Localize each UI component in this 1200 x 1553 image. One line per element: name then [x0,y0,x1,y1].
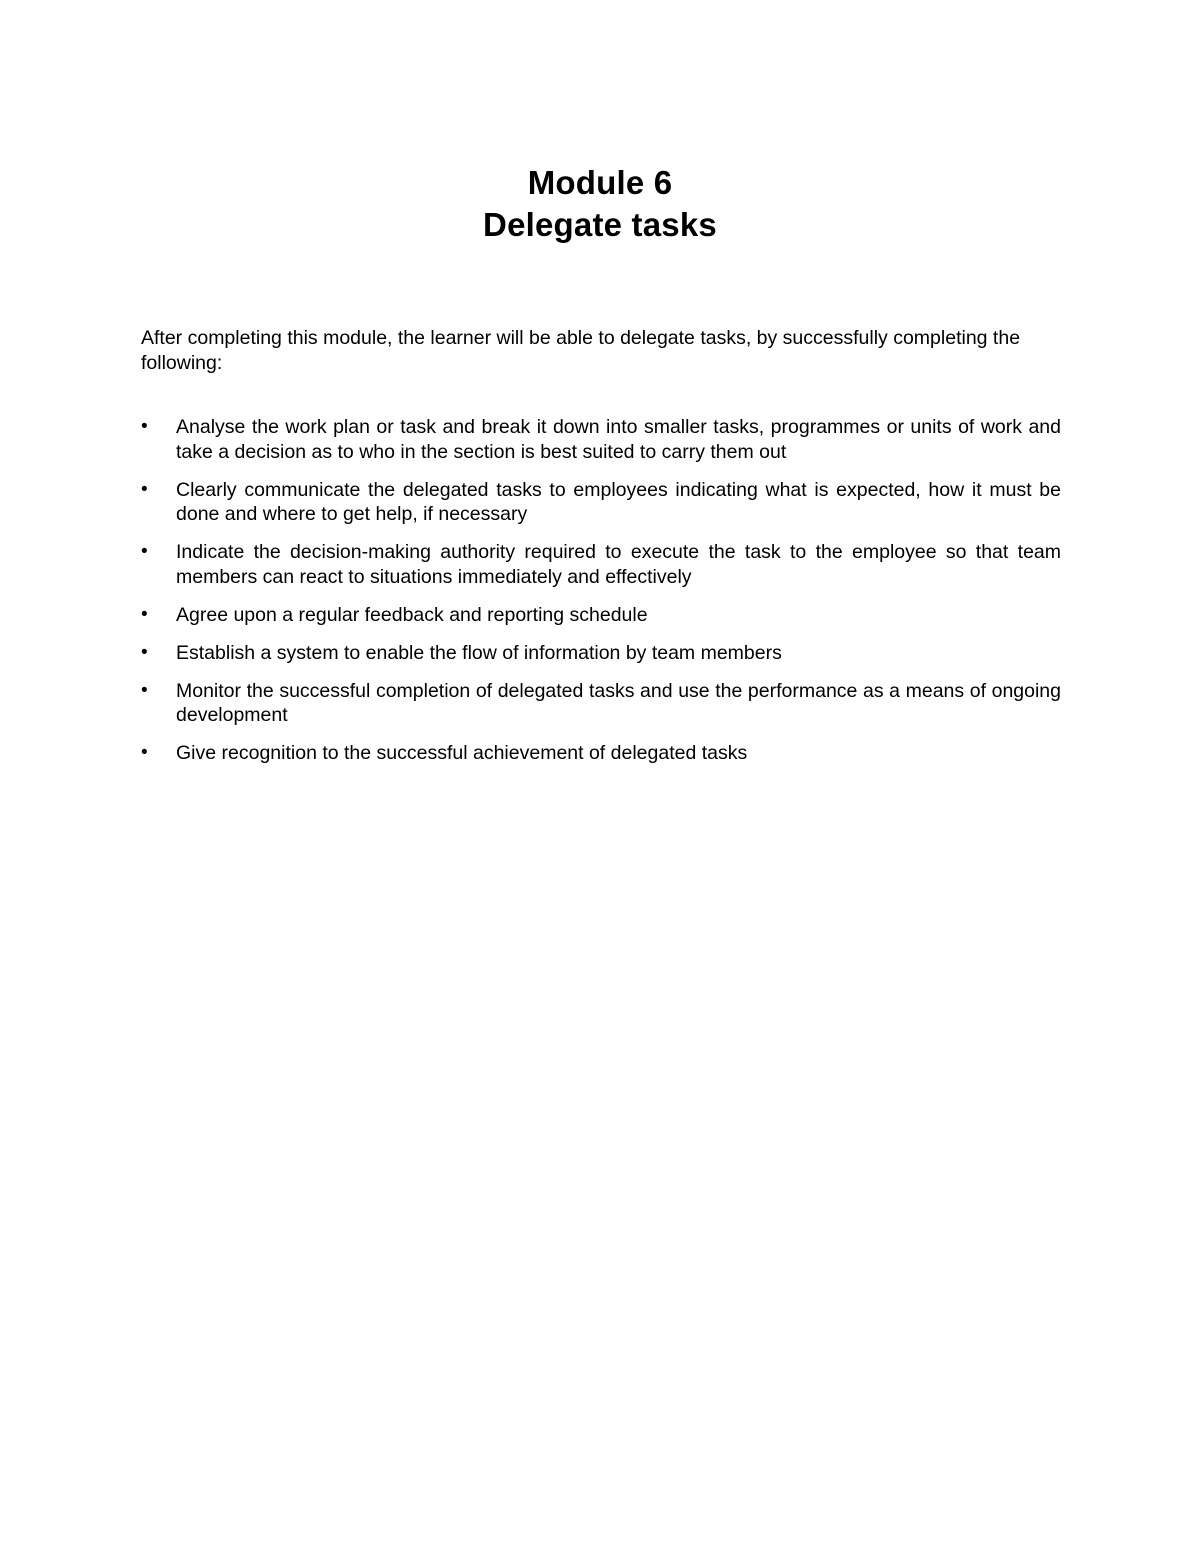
objectives-list [141,415,1061,779]
module-title [0,162,1200,246]
objective-item [141,641,1061,666]
objective-text: Analyse the work plan or task and break it down into smaller tasks, programmes or units of work and take a decision as to who in the section is best suited to carry them out [176,416,1061,463]
objective-text: Agree upon a regular feedback and reporting schedule [176,603,648,626]
objective-text: Indicate the decision-making authority required to execute the task to the employee so that team members can react to situations immediately and effectively [176,541,1061,588]
bullet-icon: • [141,603,148,625]
objective-text: Clearly communicate the delegated tasks to employees indicating what is expected, how it must be done and where to get help, if necessary [176,478,1061,525]
module-number-heading: Module 6 [527,164,673,201]
objective-item [141,741,1061,766]
intro-paragraph: After completing this module, the learner will be able to delegate tasks, by successfully completing the following: [141,327,1021,374]
objective-item [141,478,1061,527]
bullet-icon: • [141,416,148,437]
objective-item [141,540,1061,589]
objective-text: Establish a system to enable the flow of information by team members [176,641,782,664]
bullet-icon: • [141,742,148,763]
objective-item [141,679,1061,728]
objective-text: Monitor the successful completion of delegated tasks and use the performance as a means of ongoing development [176,679,1061,726]
objective-item [141,415,1061,464]
bullet-icon: • [141,541,148,562]
bullet-icon: • [141,679,148,701]
objective-text: Give recognition to the successful achievement of delegated tasks [176,742,748,764]
bullet-icon: • [141,478,148,500]
objective-item [141,603,1061,628]
bullet-icon: • [141,641,148,663]
module-name-heading: Delegate tasks [483,206,717,243]
